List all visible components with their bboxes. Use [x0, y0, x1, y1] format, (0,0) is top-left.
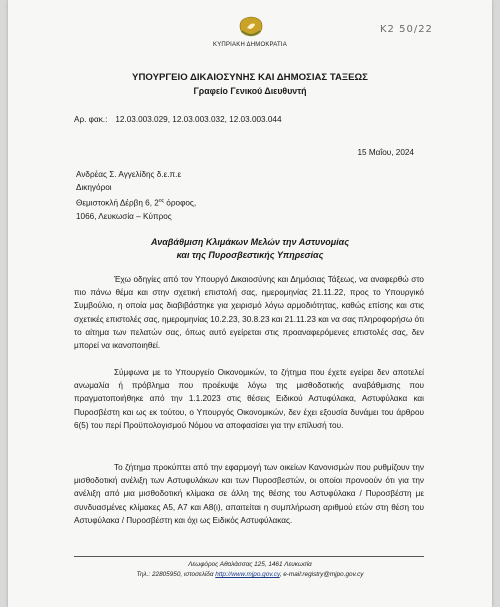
paragraph-1: Έχω οδηγίες από τον Υπουργό Δικαιοσύνης και Δημόσιας Τάξεως, να αναφερθώ στο πιο πάνω θέμα και στην σχετική επιστολή σας, ημερομηνίας 21.11.22, προς το Υπουργικό Συμβούλιο, η οποία μας διαβιβάστηκε για χειρισμό λόγω αρμοδιότητας, καθώς επίσης και στις σχετικές επιστολές σας, ημερομηνίας 10.2.23, 30.8.23 και 21.11.23 και να σας πληροφορήσω ότι το αίτημα των πελατών σας, όπως αυτό εγείρεται στις προαναφερόμενες επιστολές σας, δεν μπορεί να ικανοποιηθεί.	[74, 275, 424, 351]
ministry-title: ΥΠΟΥΡΓΕΙΟ ΔΙΚΑΙΟΣΥΝΗΣ ΚΑΙ ΔΗΜΟΣΙΑΣ ΤΑΞΕΩΣ	[132, 72, 368, 83]
subject-line-1: Αναβάθμιση Κλιμάκων Μελών την Αστυνομίας	[150, 237, 349, 247]
footer-phone: Τηλ.: 22805950, ιστοσελίδα	[136, 571, 214, 578]
handwritten-note: K2 50/22	[380, 24, 433, 35]
recipient-profession: Δικηγόροι	[76, 183, 112, 193]
paragraph-2: Σύμφωνα με το Υπουργείο Οικονομικών, το ζήτημα που έχετε εγείρει δεν αποτελεί ανωμαλία ή πρόβλημα που προέκυψε λόγω της μισθοδοτικής αναβάθμισης που πραγματοποιήθηκε από την 1.1.2023 στις θέσεις Ειδικού Αστυφύλακα, Αστυφύλακα και Πυροσβέστη και ως εκ τούτου, ο Υπουργός Οικονομικών, δεν έχει εξουσία δυνάμει του άρθρου 6(5) του περί Προϋπολογισμού Νόμου να αποφασίσει για την επίλυσή του.	[74, 368, 424, 430]
recipient-name: Ανδρέας Σ. Αγγελίδης δ.ε.π.ε	[76, 170, 182, 179]
republic-name: ΚΥΠΡΙΑΚΗ ΔΗΜΟΚΡΑΤΙΑ	[213, 42, 287, 48]
letter-subject	[8, 236, 492, 262]
footer-address: Λεωφόρος Αθαλάσσας 125, 1461 Λευκωσία	[188, 561, 312, 568]
footer-divider	[74, 556, 424, 557]
file-reference	[74, 115, 282, 124]
file-reference-label: Αρ. φακ.:	[74, 115, 108, 124]
file-reference-numbers: 12.03.003.029, 12.03.003.032, 12.03.003.044	[115, 115, 282, 124]
footer-email: , e-mail:registry@mjpo.gov.cy	[279, 571, 364, 578]
footer-contact	[8, 571, 492, 578]
letter-page	[8, 0, 492, 607]
footer-website-link[interactable]: http://www.mjpo.gov.cy	[215, 571, 280, 578]
letter-date: 15 Μαΐου, 2024	[357, 148, 414, 157]
recipient-city: 1066, Λευκωσία – Κύπρος	[76, 211, 172, 221]
subject-line-2: και της Πυροσβεστικής Υπηρεσίας	[176, 250, 324, 260]
paragraph-3: Το ζήτημα προκύπτει από την εφαρμογή των οικείων Κανονισμών που ρυθμίζουν την μισθοδοτική ανέλιξη των Αστυφυλάκων και των Πυροσβεστών, οι οποίοι προνοούν ότι για την ανέλιξη από μια μισθοδοτική κλίμακα σε άλλη της θέσης του Αστυφύλακα / Πυροσβέστη με συνδυασμένες κλίμακες Α5, Α7 και Α8(ι), απαιτείται η συμπλήρωση αριθμού ετών στη θέση του Αστυφύλακα / Πυροσβέστη και όχι ως Ειδικός Αστυφύλακας.	[74, 463, 424, 525]
cyprus-emblem-icon	[237, 14, 265, 38]
recipient-street: Θεμιστοκλή Δέρβη 6, $2^{o\varsigma}$ όροφος,	[76, 197, 197, 208]
office-title: Γραφείο Γενικού Διευθυντή	[193, 86, 307, 96]
recipient-address	[76, 168, 196, 223]
